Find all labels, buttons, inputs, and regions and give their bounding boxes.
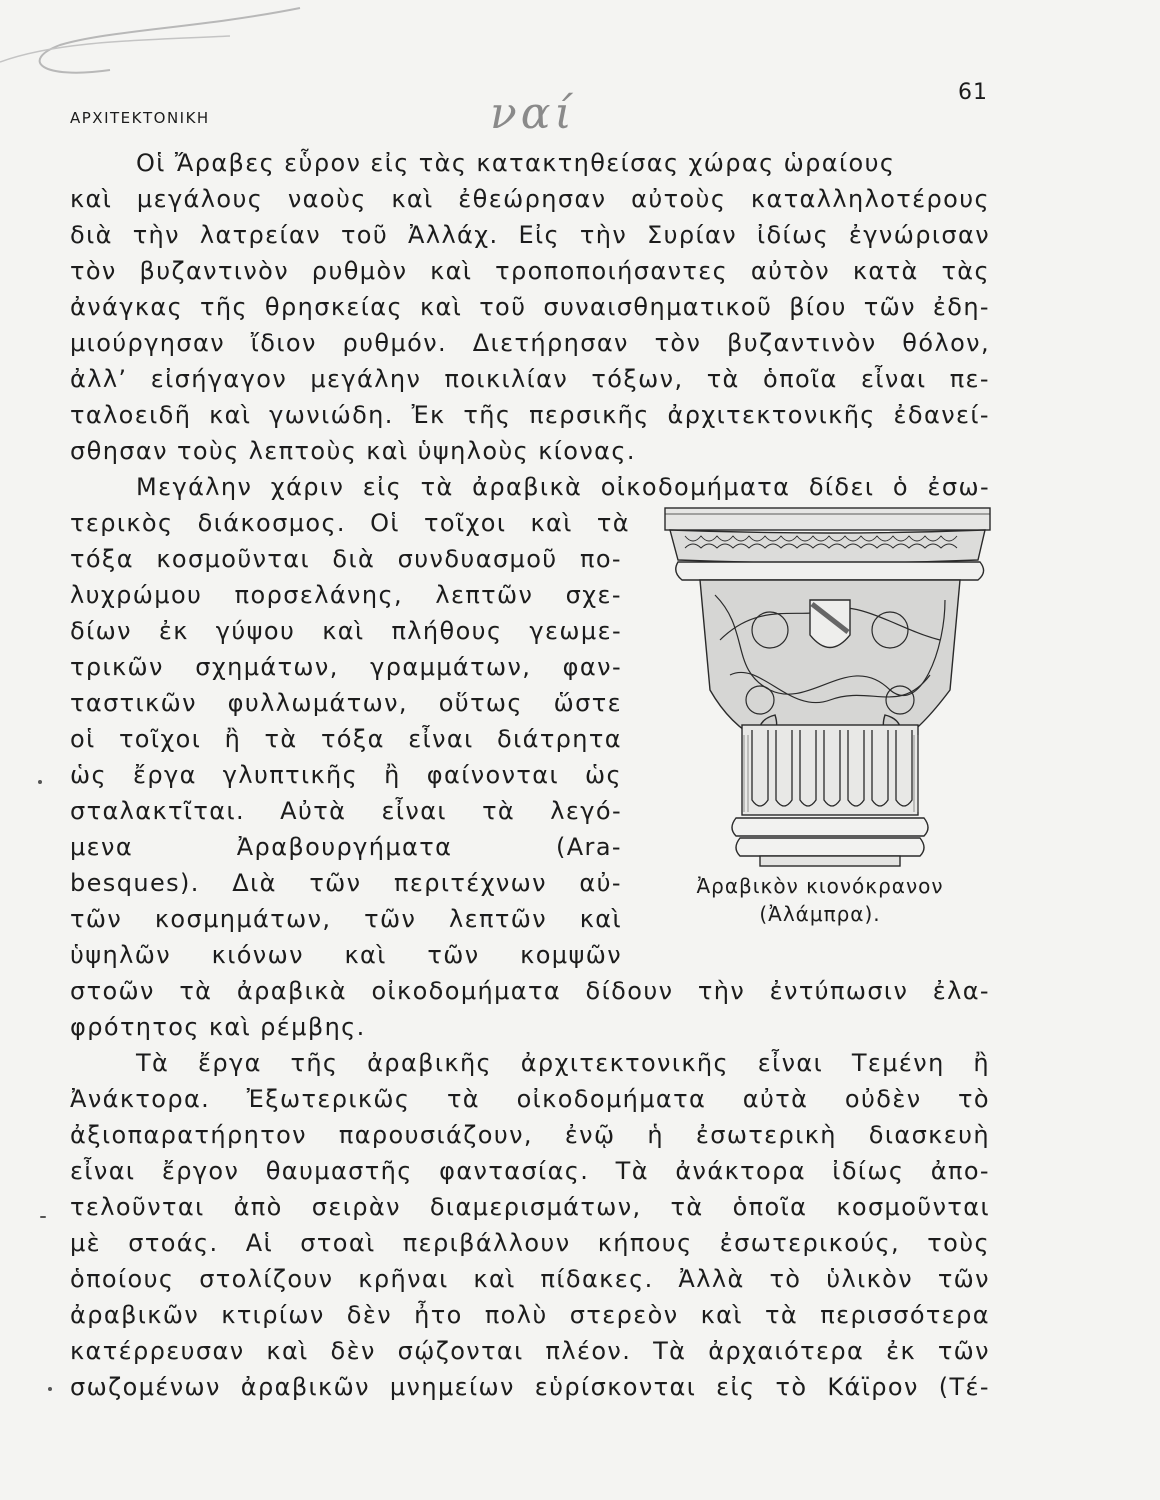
text-line: καὶ μεγάλους ναοὺς καὶ ἐθεώρησαν αὐτοὺς καταλληλοτέρους bbox=[70, 185, 990, 213]
text-line: μιούργησαν ἴδιον ρυθμόν. Διετήρησαν τὸν βυζαντινὸν θόλον, bbox=[70, 329, 990, 357]
page-number: 61 bbox=[958, 80, 988, 105]
margin-mark bbox=[38, 780, 42, 784]
caption-place: (Ἀλάμπρα). bbox=[759, 902, 881, 926]
text-line: σθησαν τοὺς λεπτοὺς καὶ ὑψηλοὺς κίονας. bbox=[70, 437, 636, 465]
figure-caption bbox=[655, 872, 985, 928]
text-line: τὸν βυζαντινὸν ρυθμὸν καὶ τροποποιήσαντες αὐτὸν κατὰ τὰς bbox=[70, 257, 990, 285]
text-line: ὡς ἔργα γλυπτικῆς ἢ φαίνονται ὡς bbox=[70, 761, 622, 789]
running-head: ΑΡΧΙΤΕΚΤΟΝΙΚΗ bbox=[70, 109, 210, 127]
text-line: σταλακτῖται. Αὐτὰ εἶναι τὰ λεγό- bbox=[70, 797, 622, 825]
text-line: τρικῶν σχημάτων, γραμμάτων, φαν- bbox=[70, 653, 622, 681]
margin-mark bbox=[40, 1216, 46, 1218]
pencil-annotation: ναί bbox=[490, 88, 576, 139]
text-line: ἀλλ’ εἰσήγαγον μεγάλην ποικιλίαν τόξων, τὰ ὁποῖα εἶναι πε- bbox=[70, 365, 990, 393]
text-line: τερικὸς διάκοσμος. Οἱ τοῖχοι καὶ τὰ bbox=[70, 509, 630, 537]
text-line: ὁποίους στολίζουν κρῆναι καὶ πίδακες. Ἀλλὰ τὸ ὑλικὸν τῶν bbox=[70, 1265, 990, 1293]
pencil-scribble bbox=[0, 0, 320, 110]
text-line: ἀραβικῶν κτιρίων δὲν ἦτο πολὺ στερεὸν καὶ τὰ περισσότερα bbox=[70, 1301, 990, 1329]
text-line: τελοῦνται ἀπὸ σειρὰν διαμερισμάτων, τὰ ὁποῖα κοσμοῦνται bbox=[70, 1193, 990, 1221]
text-line: Μεγάλην χάριν εἰς τὰ ἀραβικὰ οἰκοδομήματα δίδει ὁ ἐσω- bbox=[136, 473, 990, 501]
text-line: κατέρρευσαν καὶ δὲν σῴζονται πλέον. Τὰ ἀρχαιότερα ἐκ τῶν bbox=[70, 1337, 990, 1365]
text-line: Τὰ ἔργα τῆς ἀραβικῆς ἀρχιτεκτονικῆς εἶναι Τεμένη ἢ bbox=[136, 1049, 990, 1077]
text-line: ταλοειδῆ καὶ γωνιώδη. Ἐκ τῆς περσικῆς ἀρχιτεκτονικῆς ἐδανεί- bbox=[70, 401, 990, 429]
text-line: στοῶν τὰ ἀραβικὰ οἰκοδομήματα δίδουν τὴν ἐντύπωσιν ἐλα- bbox=[70, 977, 990, 1005]
caption-title: Ἀραβικὸν κιονόκρανον bbox=[696, 874, 944, 898]
margin-mark bbox=[48, 1387, 52, 1391]
text-line: σωζομένων ἀραβικῶν μνημείων εὑρίσκονται εἰς τὸ Κάϊρον (Τέ- bbox=[70, 1373, 990, 1401]
text-line: τόξα κοσμοῦνται διὰ συνδυασμοῦ πο- bbox=[70, 545, 622, 573]
text-line: Οἱ Ἄραβες εὗρον εἰς τὰς κατακτηθείσας χώρας ὡραίους bbox=[136, 149, 896, 177]
text-line: besques). Διὰ τῶν περιτέχνων αὐ- bbox=[70, 869, 622, 897]
text-line: εἶναι ἔργον θαυμαστῆς φαντασίας. Τὰ ἀνάκτορα ἰδίως ἀπο- bbox=[70, 1157, 990, 1185]
text-line: ἀξιοπαρατήρητον παρουσιάζουν, ἐνῷ ἡ ἐσωτερικὴ διασκευὴ bbox=[70, 1121, 990, 1149]
text-line: ἀνάγκας τῆς θρησκείας καὶ τοῦ συναισθηματικοῦ βίου τῶν ἐδη- bbox=[70, 293, 990, 321]
text-line: λυχρώμου πορσελάνης, λεπτῶν σχε- bbox=[70, 581, 622, 609]
text-line: τῶν κοσμημάτων, τῶν λεπτῶν καὶ bbox=[70, 905, 622, 933]
text-line: δίων ἐκ γύψου καὶ πλήθους γεωμε- bbox=[70, 617, 622, 645]
text-line: μενα Ἀραβουργήματα (Ara- bbox=[70, 833, 622, 861]
text-line: φρότητος καὶ ρέμβης. bbox=[70, 1013, 366, 1041]
text-line: ὑψηλῶν κιόνων καὶ τῶν κομψῶν bbox=[70, 941, 622, 969]
text-line: οἱ τοῖχοι ἢ τὰ τόξα εἶναι διάτρητα bbox=[70, 725, 622, 753]
text-line: μὲ στοάς. Αἱ στοαὶ περιβάλλουν κήπους ἐσωτερικούς, τοὺς bbox=[70, 1229, 990, 1257]
capital-illustration bbox=[660, 500, 1000, 870]
text-line: διὰ τὴν λατρείαν τοῦ Ἀλλάχ. Εἰς τὴν Συρίαν ἰδίως ἐγνώρισαν bbox=[70, 221, 990, 249]
text-line: Ἀνάκτορα. Ἐξωτερικῶς τὰ οἰκοδομήματα αὐτὰ οὐδὲν τὸ bbox=[70, 1085, 990, 1113]
text-line: ταστικῶν φυλλωμάτων, οὕτως ὥστε bbox=[70, 689, 622, 717]
